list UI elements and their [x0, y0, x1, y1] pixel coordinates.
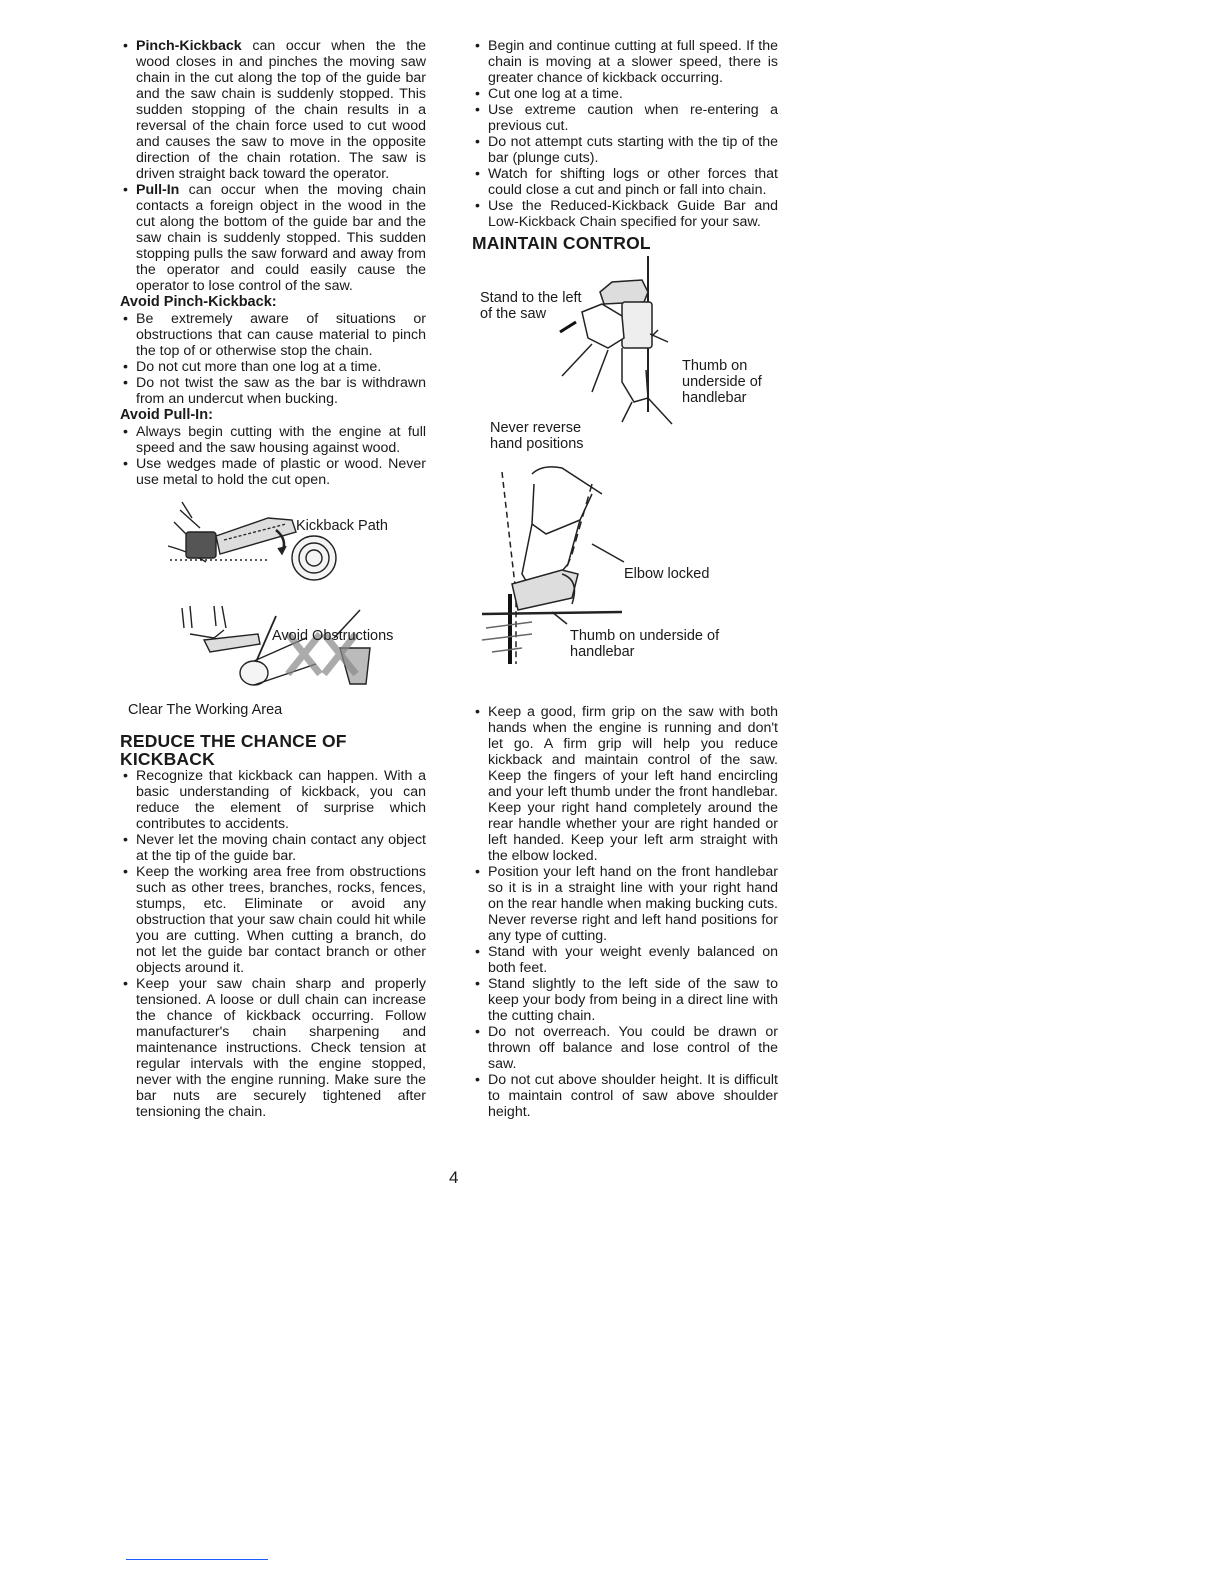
- list-item: • Do not twist the saw as the bar is withdrawn from an undercut when bucking.: [120, 375, 426, 407]
- list-item: • Keep the working area free from obstructions such as other trees, branches, rocks, fences, stumps, etc. Eliminate or avoid any obstruction that your saw chain could hit while you are cutting. When cutting a branch, do not let the guide bar contact branch or other objects around it.: [120, 864, 426, 976]
- thumb-underside-label-2: Thumb on underside of handlebar: [570, 628, 720, 660]
- list-item: • Always begin cutting with the engine at full speed and the saw housing against wood.: [120, 424, 426, 456]
- list-item: • Use wedges made of plastic or wood. Never use metal to hold the cut open.: [120, 456, 426, 488]
- cutting-tips-list: [472, 38, 778, 230]
- reduce-heading-line1: REDUCE THE CHANCE OF: [120, 731, 347, 751]
- maintain-control-list: [472, 704, 778, 1120]
- avoid-pinch-list: [120, 311, 426, 407]
- reduce-kickback-section: [120, 732, 426, 1120]
- list-item: • Pinch-Kickback can occur when the the wood closes in and pinches the moving saw chain in the cut along the top of the guide bar and the saw chain is suddenly stopped. This sudden stopping of the chain results in a reversal of the chain force used to cut wood and causes the saw to move in the opposite direction of the chain rotation. The saw is driven straight back toward the operator.: [120, 38, 426, 182]
- list-item: • Do not overreach. You could be drawn or thrown off balance and lose control of the saw.: [472, 1024, 778, 1072]
- stand-left-label: Stand to the left of the saw: [480, 290, 582, 322]
- page-number: 4: [449, 1168, 459, 1187]
- kickback-figure: [120, 488, 426, 726]
- footer-rule: [126, 1559, 268, 1560]
- list-item: • Recognize that kickback can happen. With a basic understanding of kickback, you can reduce the element of surprise which contributes to accidents.: [120, 768, 426, 832]
- list-item: • Never let the moving chain contact any object at the tip of the guide bar.: [120, 832, 426, 864]
- list-item: • Begin and continue cutting at full speed. If the chain is moving at a slower speed, there is greater chance of kickback occurring.: [472, 38, 778, 86]
- avoid-obstructions-label: Avoid Obstructions: [272, 628, 394, 644]
- list-item: • Position your left hand on the front handlebar so it is in a straight line with your right hand on the rear handle when making bucking cuts. Never reverse right and left hand positions for any type of cutting.: [472, 864, 778, 944]
- maintain-control-heading: MAINTAIN CONTROL: [472, 233, 651, 253]
- list-item: • Pull-In can occur when the moving chain contacts a foreign object in the wood in the cut along the bottom of the guide bar and the saw chain is suddenly stopped. This sudden stopping pulls the saw forward and away from the operator and could easily cause the operator to lose control of the saw.: [120, 182, 426, 294]
- list-item: • Do not attempt cuts starting with the tip of the bar (plunge cuts).: [472, 134, 778, 166]
- avoid-pinch-heading: Avoid Pinch-Kickback:: [120, 294, 277, 310]
- list-item: • Do not cut more than one log at a time.: [120, 359, 426, 375]
- elbow-locked-label: Elbow locked: [624, 566, 710, 582]
- list-item: • Use the Reduced-Kickback Guide Bar and Low-Kickback Chain specified for your saw.: [472, 198, 778, 230]
- kickback-path-label: Kickback Path: [296, 518, 388, 534]
- list-item: • Keep a good, firm grip on the saw with both hands when the engine is running and don't let go. A firm grip will help you reduce kickback and maintain control of the saw. Keep the fingers of your left hand encircling and your left thumb under the front handlebar. Keep your right hand completely around the rear handle whether your are right handed or left handed. Keep your left arm straight with the elbow locked.: [472, 704, 778, 864]
- right-column: [472, 38, 778, 1120]
- reduce-list: [120, 768, 426, 1120]
- thumb-underside-label: Thumb on underside of handlebar: [682, 358, 762, 406]
- list-item: • Use extreme caution when re-entering a previous cut.: [472, 102, 778, 134]
- list-item: • Cut one log at a time.: [472, 86, 778, 102]
- avoid-pull-heading: Avoid Pull-In:: [120, 407, 213, 423]
- kickback-types-list: [120, 38, 426, 294]
- elbow-figure: [472, 464, 778, 704]
- avoid-pull-list: [120, 424, 426, 488]
- never-reverse-label: Never reverse hand positions: [490, 420, 584, 452]
- left-column: [120, 38, 426, 1120]
- list-item: • Stand with your weight evenly balanced on both feet.: [472, 944, 778, 976]
- grip-figure: [472, 252, 778, 458]
- elbow-illustration: [472, 464, 778, 704]
- list-item: • Stand slightly to the left side of the saw to keep your body from being in a direct line with the cutting chain.: [472, 976, 778, 1024]
- reduce-heading-line2: KICKBACK: [120, 749, 215, 769]
- clear-working-area-label: Clear The Working Area: [128, 702, 283, 718]
- list-item: • Keep your saw chain sharp and properly tensioned. A loose or dull chain can increase the chance of kickback occurring. Follow manufacturer's chain sharpening and maintenance instructions. Check tension at regular intervals with the engine stopped, never with the engine running. Make sure the bar nuts are securely tightened after tensioning the chain.: [120, 976, 426, 1120]
- list-item: • Be extremely aware of situations or obstructions that can cause material to pinch the top of or otherwise stop the chain.: [120, 311, 426, 359]
- list-item: • Watch for shifting logs or other forces that could close a cut and pinch or fall into chain.: [472, 166, 778, 198]
- list-item: • Do not cut above shoulder height. It is difficult to maintain control of saw above shoulder height.: [472, 1072, 778, 1120]
